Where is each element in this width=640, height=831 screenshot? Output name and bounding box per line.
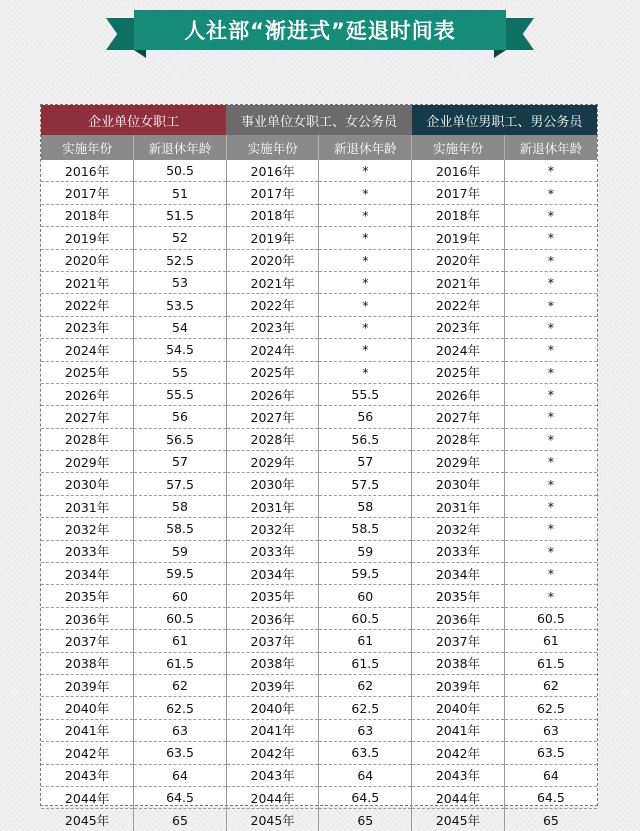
year-cell: 2026年 bbox=[41, 383, 134, 405]
year-cell: 2039年 bbox=[226, 674, 319, 696]
age-cell: 64.5 bbox=[134, 786, 227, 808]
age-cell: * bbox=[504, 249, 597, 271]
table-row bbox=[41, 585, 597, 607]
table-row bbox=[41, 227, 597, 249]
age-cell: 62 bbox=[134, 674, 227, 696]
age-cell: 63 bbox=[319, 719, 412, 741]
table-row bbox=[41, 719, 597, 741]
year-cell: 2040年 bbox=[226, 697, 319, 719]
age-cell: 60 bbox=[319, 585, 412, 607]
year-cell: 2040年 bbox=[41, 697, 134, 719]
age-cell: 51.5 bbox=[134, 204, 227, 226]
group-header-institution-women: 事业单位女职工、女公务员 bbox=[226, 105, 411, 135]
age-cell: 60.5 bbox=[319, 607, 412, 629]
age-cell: * bbox=[504, 540, 597, 562]
age-cell: 58.5 bbox=[319, 518, 412, 540]
age-cell: 50.5 bbox=[134, 160, 227, 182]
age-cell: 55 bbox=[134, 361, 227, 383]
year-cell: 2044年 bbox=[412, 786, 505, 808]
year-cell: 2024年 bbox=[41, 339, 134, 361]
age-cell: 54 bbox=[134, 316, 227, 338]
age-cell: * bbox=[319, 160, 412, 182]
year-cell: 2038年 bbox=[412, 652, 505, 674]
age-cell: * bbox=[504, 339, 597, 361]
year-cell: 2019年 bbox=[412, 227, 505, 249]
table-row bbox=[41, 249, 597, 271]
year-cell: 2042年 bbox=[226, 742, 319, 764]
year-cell: 2033年 bbox=[41, 540, 134, 562]
age-cell: 62.5 bbox=[504, 697, 597, 719]
age-cell: 51 bbox=[134, 182, 227, 204]
year-cell: 2022年 bbox=[226, 294, 319, 316]
age-cell: 58.5 bbox=[134, 518, 227, 540]
year-cell: 2028年 bbox=[41, 428, 134, 450]
age-cell: * bbox=[504, 518, 597, 540]
table-row bbox=[41, 652, 597, 674]
year-cell: 2024年 bbox=[412, 339, 505, 361]
age-cell: 62 bbox=[504, 674, 597, 696]
age-cell: 56.5 bbox=[319, 428, 412, 450]
group-header-men: 企业单位男职工、男公务员 bbox=[412, 105, 597, 135]
year-cell: 2023年 bbox=[412, 316, 505, 338]
year-cell: 2027年 bbox=[412, 406, 505, 428]
year-cell: 2045年 bbox=[226, 809, 319, 831]
age-cell: * bbox=[319, 271, 412, 293]
year-cell: 2037年 bbox=[226, 630, 319, 652]
table-row bbox=[41, 271, 597, 293]
year-cell: 2016年 bbox=[226, 160, 319, 182]
year-cell: 2021年 bbox=[226, 271, 319, 293]
year-cell: 2027年 bbox=[41, 406, 134, 428]
page-title: 人社部“渐进式”延退时间表 bbox=[134, 10, 506, 50]
age-cell: 54.5 bbox=[134, 339, 227, 361]
year-cell: 2021年 bbox=[41, 271, 134, 293]
year-cell: 2031年 bbox=[226, 495, 319, 517]
year-cell: 2017年 bbox=[412, 182, 505, 204]
age-cell: * bbox=[504, 495, 597, 517]
table-row bbox=[41, 742, 597, 764]
year-cell: 2023年 bbox=[41, 316, 134, 338]
table-row bbox=[41, 518, 597, 540]
banner-fold-left bbox=[134, 50, 146, 58]
table-row bbox=[41, 451, 597, 473]
year-cell: 2029年 bbox=[412, 451, 505, 473]
year-cell: 2020年 bbox=[412, 249, 505, 271]
age-cell: 59.5 bbox=[134, 563, 227, 585]
age-cell: 63.5 bbox=[504, 742, 597, 764]
year-cell: 2020年 bbox=[226, 249, 319, 271]
year-cell: 2043年 bbox=[226, 764, 319, 786]
year-cell: 2039年 bbox=[412, 674, 505, 696]
year-cell: 2019年 bbox=[226, 227, 319, 249]
age-cell: 65 bbox=[319, 809, 412, 831]
year-cell: 2025年 bbox=[226, 361, 319, 383]
age-cell: * bbox=[319, 249, 412, 271]
age-cell: 61 bbox=[504, 630, 597, 652]
age-cell: 63 bbox=[134, 719, 227, 741]
year-cell: 2032年 bbox=[226, 518, 319, 540]
table-row bbox=[41, 383, 597, 405]
year-cell: 2030年 bbox=[226, 473, 319, 495]
age-cell: 57.5 bbox=[319, 473, 412, 495]
age-cell: 55.5 bbox=[134, 383, 227, 405]
age-cell: 58 bbox=[134, 495, 227, 517]
year-cell: 2016年 bbox=[412, 160, 505, 182]
age-cell: 59 bbox=[319, 540, 412, 562]
year-cell: 2019年 bbox=[41, 227, 134, 249]
year-cell: 2026年 bbox=[226, 383, 319, 405]
year-cell: 2031年 bbox=[412, 495, 505, 517]
year-cell: 2038年 bbox=[41, 652, 134, 674]
year-cell: 2021年 bbox=[412, 271, 505, 293]
year-cell: 2041年 bbox=[226, 719, 319, 741]
age-cell: 53 bbox=[134, 271, 227, 293]
table-row bbox=[41, 316, 597, 338]
age-cell: * bbox=[504, 585, 597, 607]
year-cell: 2018年 bbox=[41, 204, 134, 226]
year-cell: 2029年 bbox=[226, 451, 319, 473]
age-cell: 58 bbox=[319, 495, 412, 517]
age-cell: 64.5 bbox=[504, 786, 597, 808]
year-cell: 2037年 bbox=[412, 630, 505, 652]
year-cell: 2032年 bbox=[412, 518, 505, 540]
age-cell: * bbox=[504, 294, 597, 316]
age-cell: * bbox=[504, 428, 597, 450]
year-cell: 2043年 bbox=[412, 764, 505, 786]
year-cell: 2040年 bbox=[412, 697, 505, 719]
age-cell: 64.5 bbox=[319, 786, 412, 808]
table-row bbox=[41, 406, 597, 428]
age-cell: 56.5 bbox=[134, 428, 227, 450]
table-row bbox=[41, 674, 597, 696]
age-cell: * bbox=[504, 227, 597, 249]
age-cell: * bbox=[319, 294, 412, 316]
age-cell: * bbox=[319, 182, 412, 204]
year-cell: 2028年 bbox=[412, 428, 505, 450]
age-cell: 61.5 bbox=[134, 652, 227, 674]
age-cell: 57.5 bbox=[134, 473, 227, 495]
year-cell: 2036年 bbox=[226, 607, 319, 629]
year-cell: 2044年 bbox=[226, 786, 319, 808]
column-header-age: 新退休年龄 bbox=[504, 135, 597, 160]
age-cell: 61 bbox=[134, 630, 227, 652]
age-cell: 59 bbox=[134, 540, 227, 562]
table-row bbox=[41, 764, 597, 786]
year-cell: 2042年 bbox=[41, 742, 134, 764]
age-cell: 52 bbox=[134, 227, 227, 249]
table-row bbox=[41, 786, 597, 808]
year-cell: 2041年 bbox=[412, 719, 505, 741]
year-cell: 2038年 bbox=[226, 652, 319, 674]
table-row bbox=[41, 361, 597, 383]
table-row bbox=[41, 294, 597, 316]
table-row bbox=[41, 809, 597, 831]
age-cell: 65 bbox=[504, 809, 597, 831]
year-cell: 2017年 bbox=[41, 182, 134, 204]
age-cell: 64 bbox=[319, 764, 412, 786]
age-cell: 61.5 bbox=[504, 652, 597, 674]
age-cell: * bbox=[504, 361, 597, 383]
table-row bbox=[41, 473, 597, 495]
age-cell: * bbox=[504, 316, 597, 338]
age-cell: * bbox=[319, 339, 412, 361]
retirement-table bbox=[41, 105, 597, 831]
age-cell: 56 bbox=[319, 406, 412, 428]
year-cell: 2039年 bbox=[41, 674, 134, 696]
year-cell: 2020年 bbox=[41, 249, 134, 271]
year-cell: 2025年 bbox=[41, 361, 134, 383]
sub-header-row bbox=[41, 135, 597, 160]
title-banner bbox=[0, 0, 640, 60]
year-cell: 2033年 bbox=[226, 540, 319, 562]
age-cell: 64 bbox=[134, 764, 227, 786]
year-cell: 2022年 bbox=[41, 294, 134, 316]
age-cell: 65 bbox=[134, 809, 227, 831]
age-cell: * bbox=[504, 451, 597, 473]
age-cell: 63 bbox=[504, 719, 597, 741]
age-cell: * bbox=[319, 361, 412, 383]
age-cell: * bbox=[504, 406, 597, 428]
column-header-year: 实施年份 bbox=[226, 135, 319, 160]
age-cell: 52.5 bbox=[134, 249, 227, 271]
age-cell: * bbox=[504, 563, 597, 585]
age-cell: * bbox=[504, 204, 597, 226]
year-cell: 2025年 bbox=[412, 361, 505, 383]
table-row bbox=[41, 160, 597, 182]
year-cell: 2044年 bbox=[41, 786, 134, 808]
year-cell: 2031年 bbox=[41, 495, 134, 517]
year-cell: 2022年 bbox=[412, 294, 505, 316]
table-body bbox=[41, 160, 597, 831]
year-cell: 2035年 bbox=[41, 585, 134, 607]
year-cell: 2017年 bbox=[226, 182, 319, 204]
retirement-table-frame bbox=[40, 104, 598, 829]
table-row bbox=[41, 540, 597, 562]
age-cell: 62 bbox=[319, 674, 412, 696]
age-cell: * bbox=[504, 383, 597, 405]
column-header-age: 新退休年龄 bbox=[134, 135, 227, 160]
age-cell: 57 bbox=[319, 451, 412, 473]
column-header-age: 新退休年龄 bbox=[319, 135, 412, 160]
column-header-year: 实施年份 bbox=[41, 135, 134, 160]
year-cell: 2029年 bbox=[41, 451, 134, 473]
table-row bbox=[41, 630, 597, 652]
year-cell: 2032年 bbox=[41, 518, 134, 540]
year-cell: 2026年 bbox=[412, 383, 505, 405]
age-cell: 64 bbox=[504, 764, 597, 786]
group-header-enterprise-women: 企业单位女职工 bbox=[41, 105, 226, 135]
age-cell: 57 bbox=[134, 451, 227, 473]
year-cell: 2045年 bbox=[41, 809, 134, 831]
age-cell: 61 bbox=[319, 630, 412, 652]
age-cell: * bbox=[504, 473, 597, 495]
age-cell: 53.5 bbox=[134, 294, 227, 316]
banner-fold-right bbox=[494, 50, 506, 58]
year-cell: 2030年 bbox=[412, 473, 505, 495]
year-cell: 2035年 bbox=[226, 585, 319, 607]
year-cell: 2024年 bbox=[226, 339, 319, 361]
age-cell: * bbox=[504, 160, 597, 182]
year-cell: 2037年 bbox=[41, 630, 134, 652]
age-cell: 62.5 bbox=[319, 697, 412, 719]
age-cell: 60.5 bbox=[504, 607, 597, 629]
age-cell: * bbox=[319, 227, 412, 249]
year-cell: 2045年 bbox=[412, 809, 505, 831]
year-cell: 2028年 bbox=[226, 428, 319, 450]
year-cell: 2027年 bbox=[226, 406, 319, 428]
table-row bbox=[41, 697, 597, 719]
year-cell: 2034年 bbox=[412, 563, 505, 585]
year-cell: 2018年 bbox=[412, 204, 505, 226]
year-cell: 2034年 bbox=[41, 563, 134, 585]
year-cell: 2030年 bbox=[41, 473, 134, 495]
age-cell: 61.5 bbox=[319, 652, 412, 674]
column-header-year: 实施年份 bbox=[412, 135, 505, 160]
age-cell: * bbox=[504, 271, 597, 293]
age-cell: 55.5 bbox=[319, 383, 412, 405]
age-cell: 63.5 bbox=[319, 742, 412, 764]
year-cell: 2023年 bbox=[226, 316, 319, 338]
table-row bbox=[41, 607, 597, 629]
year-cell: 2042年 bbox=[412, 742, 505, 764]
age-cell: 62.5 bbox=[134, 697, 227, 719]
age-cell: 56 bbox=[134, 406, 227, 428]
year-cell: 2036年 bbox=[412, 607, 505, 629]
group-header-row bbox=[41, 105, 597, 135]
table-row bbox=[41, 339, 597, 361]
age-cell: * bbox=[319, 204, 412, 226]
table-row bbox=[41, 428, 597, 450]
year-cell: 2018年 bbox=[226, 204, 319, 226]
age-cell: 63.5 bbox=[134, 742, 227, 764]
year-cell: 2034年 bbox=[226, 563, 319, 585]
year-cell: 2033年 bbox=[412, 540, 505, 562]
table-row bbox=[41, 563, 597, 585]
age-cell: 59.5 bbox=[319, 563, 412, 585]
age-cell: 60 bbox=[134, 585, 227, 607]
age-cell: 60.5 bbox=[134, 607, 227, 629]
year-cell: 2035年 bbox=[412, 585, 505, 607]
age-cell: * bbox=[319, 316, 412, 338]
year-cell: 2041年 bbox=[41, 719, 134, 741]
table-row bbox=[41, 204, 597, 226]
table-row bbox=[41, 182, 597, 204]
year-cell: 2043年 bbox=[41, 764, 134, 786]
year-cell: 2036年 bbox=[41, 607, 134, 629]
age-cell: * bbox=[504, 182, 597, 204]
year-cell: 2016年 bbox=[64, 163, 110, 179]
table-row bbox=[41, 495, 597, 517]
